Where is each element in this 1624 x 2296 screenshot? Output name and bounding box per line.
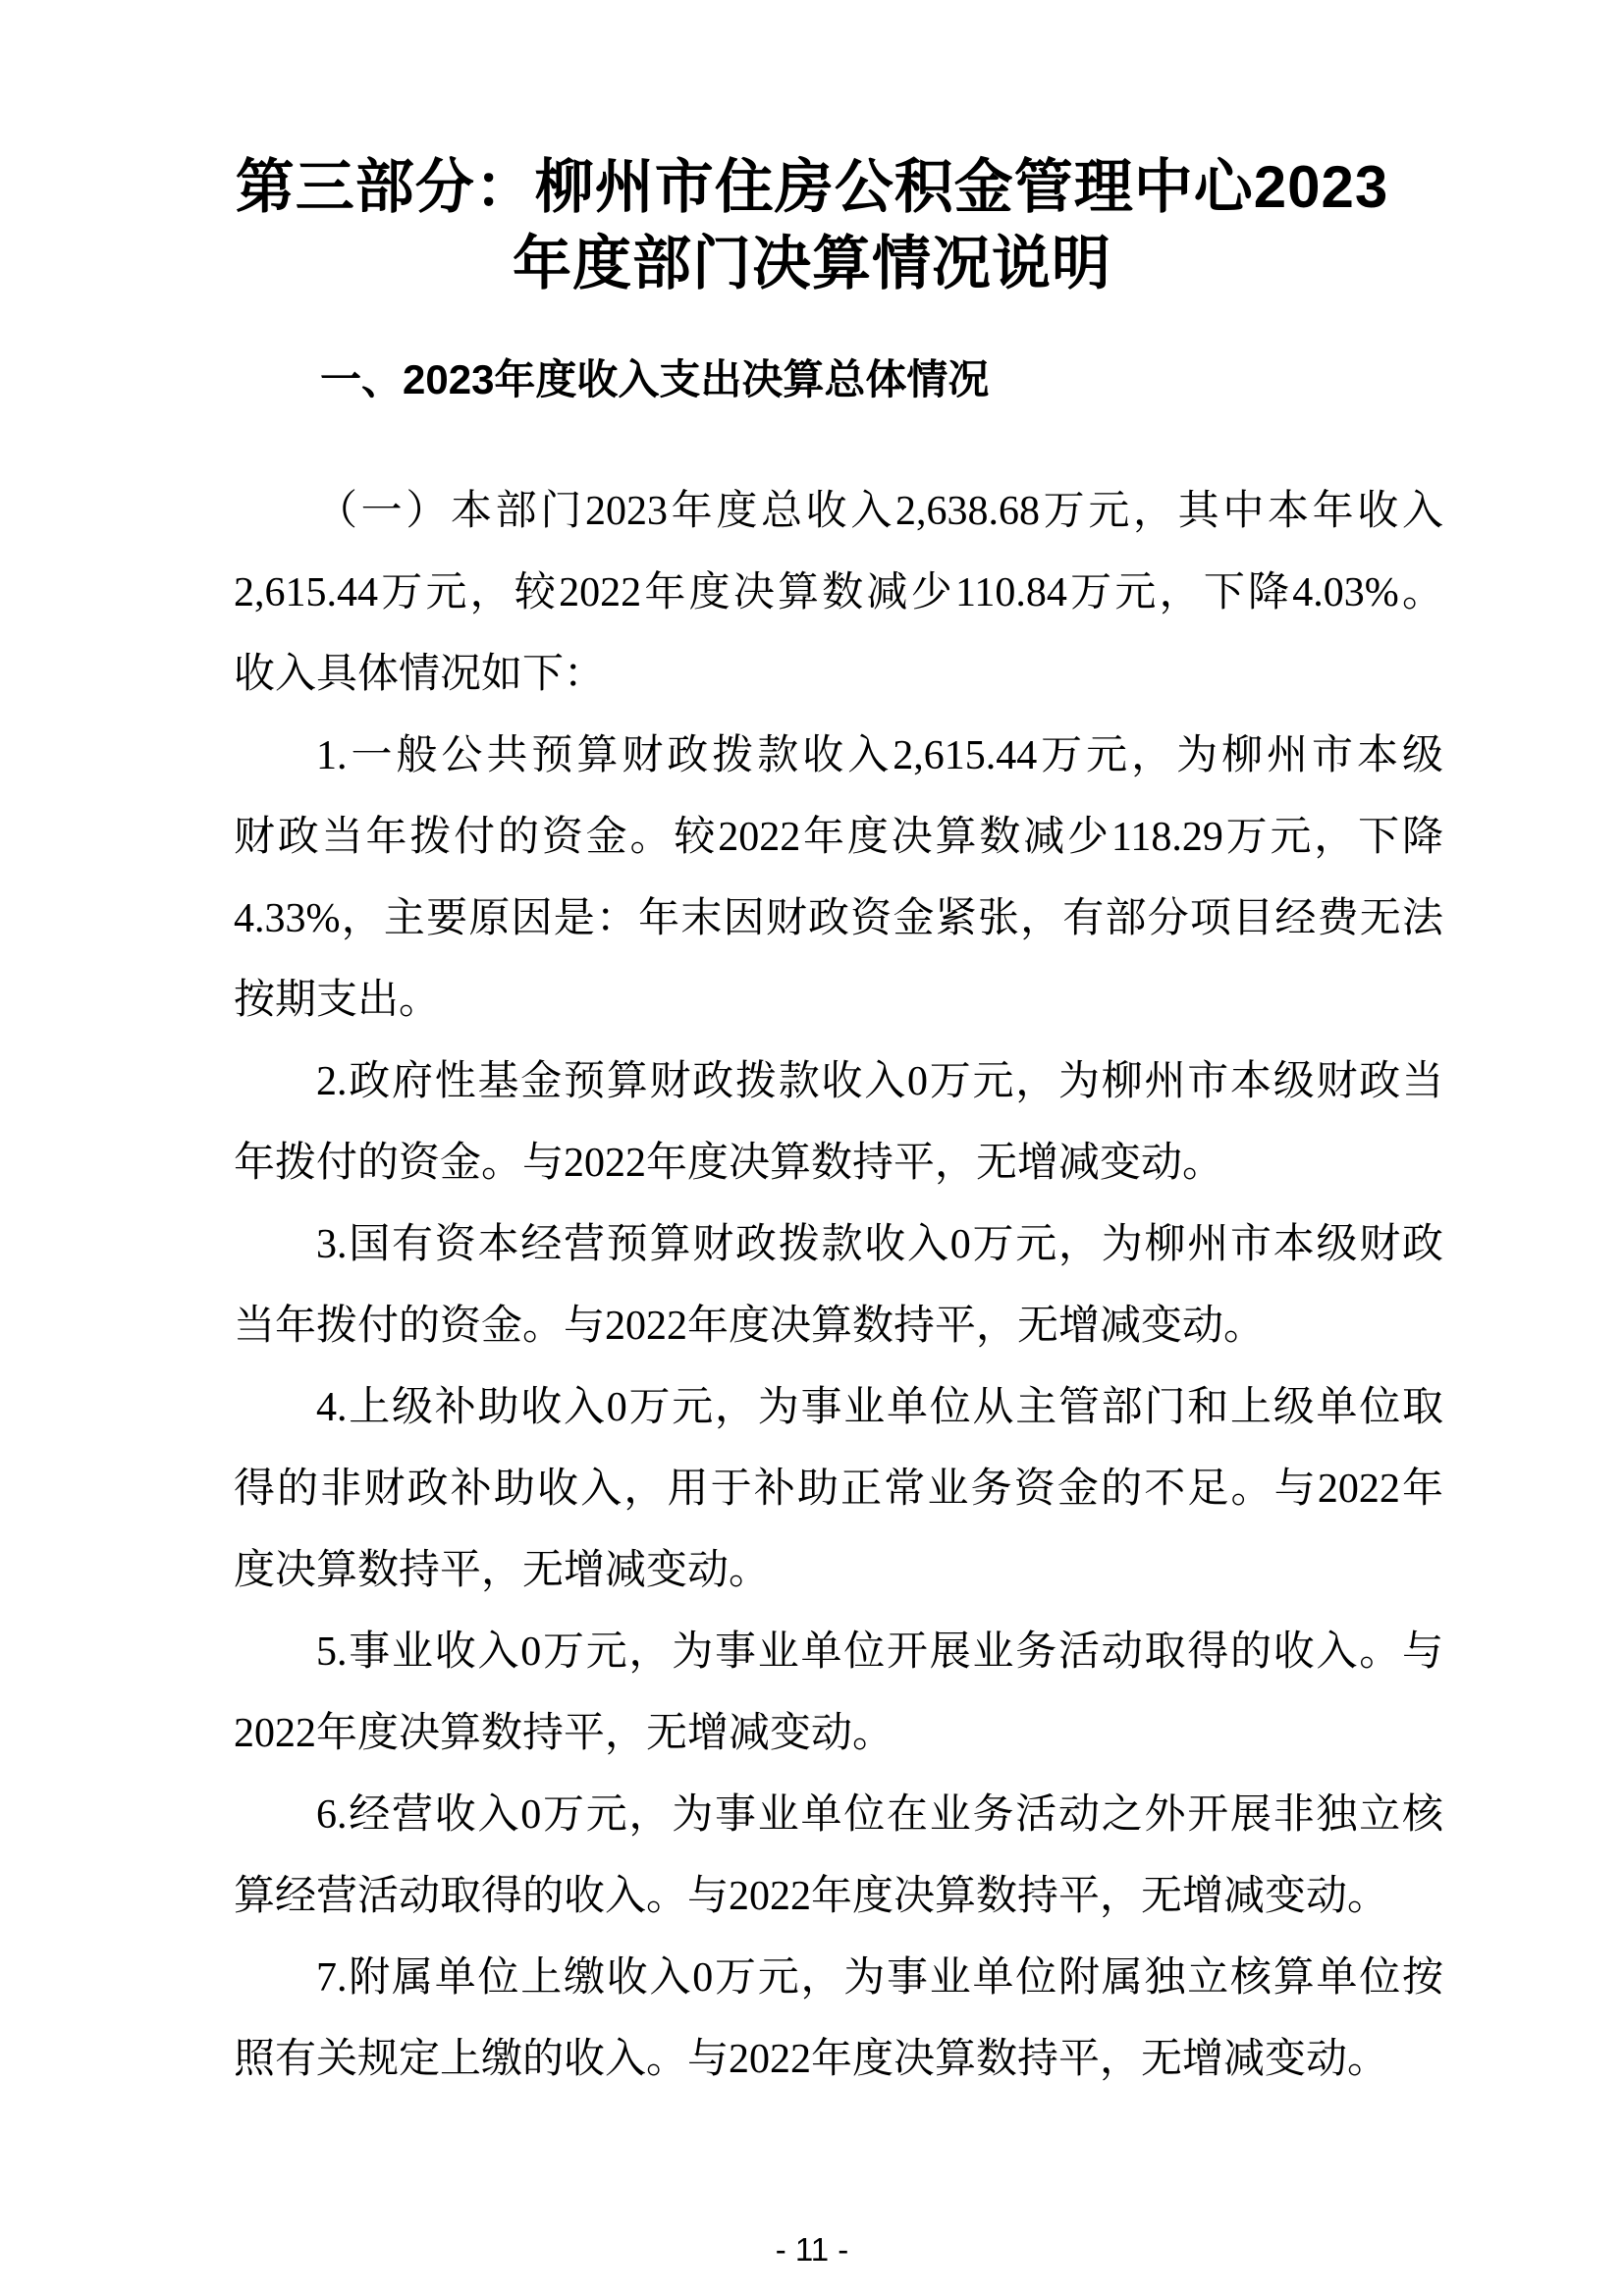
document-title-line1: 第三部分：柳州市住房公积金管理中心2023 [235,154,1389,220]
text-line: 6.经营收入0万元，为事业单位在业务活动之外开展非独立核 [316,1792,1443,1838]
text-line: 年拨付的资金。与2022年度决算数持平，无增减变动。 [234,1141,1224,1186]
section-heading: 一、2023年度收入支出决算总体情况 [320,356,990,402]
text-line: 按期支出。 [234,978,441,1023]
text-line: 4.33%，主要原因是：年末因财政资金紧张，有部分项目经费无法 [234,896,1443,941]
text-line: 算经营活动取得的收入。与2022年度决算数持平，无增减变动。 [234,1874,1389,1919]
text-line: 度决算数持平，无增减变动。 [234,1548,771,1593]
body-paragraphs [234,471,1443,2101]
text-line: 1.一般公共预算财政拨款收入2,615.44万元，为柳州市本级 [316,733,1443,778]
text-line: 照有关规定上缴的收入。与2022年度决算数持平，无增减变动。 [234,2037,1389,2082]
text-line: 2,615.44万元，较2022年度决算数减少110.84万元，下降4.03%。 [234,570,1443,615]
text-line: 3.国有资本经营预算财政拨款收入0万元，为柳州市本级财政 [316,1222,1443,1267]
text-line: 收入具体情况如下： [234,652,606,697]
text-line: 2022年度决算数持平，无增减变动。 [234,1711,894,1756]
document-title-line2: 年度部门决算情况说明 [513,231,1111,296]
text-line: 财政当年拨付的资金。较2022年度决算数减少118.29万元，下降 [234,815,1443,860]
page-number: - 11 - [775,2231,849,2268]
text-line: 得的非财政补助收入，用于补助正常业务资金的不足。与2022年 [234,1467,1443,1512]
text-line: （一）本部门2023年度总收入2,638.68万元，其中本年收入 [316,489,1443,534]
text-line: 2.政府性基金预算财政拨款收入0万元，为柳州市本级财政当 [316,1059,1443,1104]
text-line: 5.事业收入0万元，为事业单位开展业务活动取得的收入。与 [316,1629,1443,1675]
document-title [0,149,1624,302]
text-line: 7.附属单位上缴收入0万元，为事业单位附属独立核算单位按 [316,1955,1443,2001]
text-line: 4.上级补助收入0万元，为事业单位从主管部门和上级单位取 [316,1385,1443,1430]
text-line: 当年拨付的资金。与2022年度决算数持平，无增减变动。 [234,1304,1266,1349]
